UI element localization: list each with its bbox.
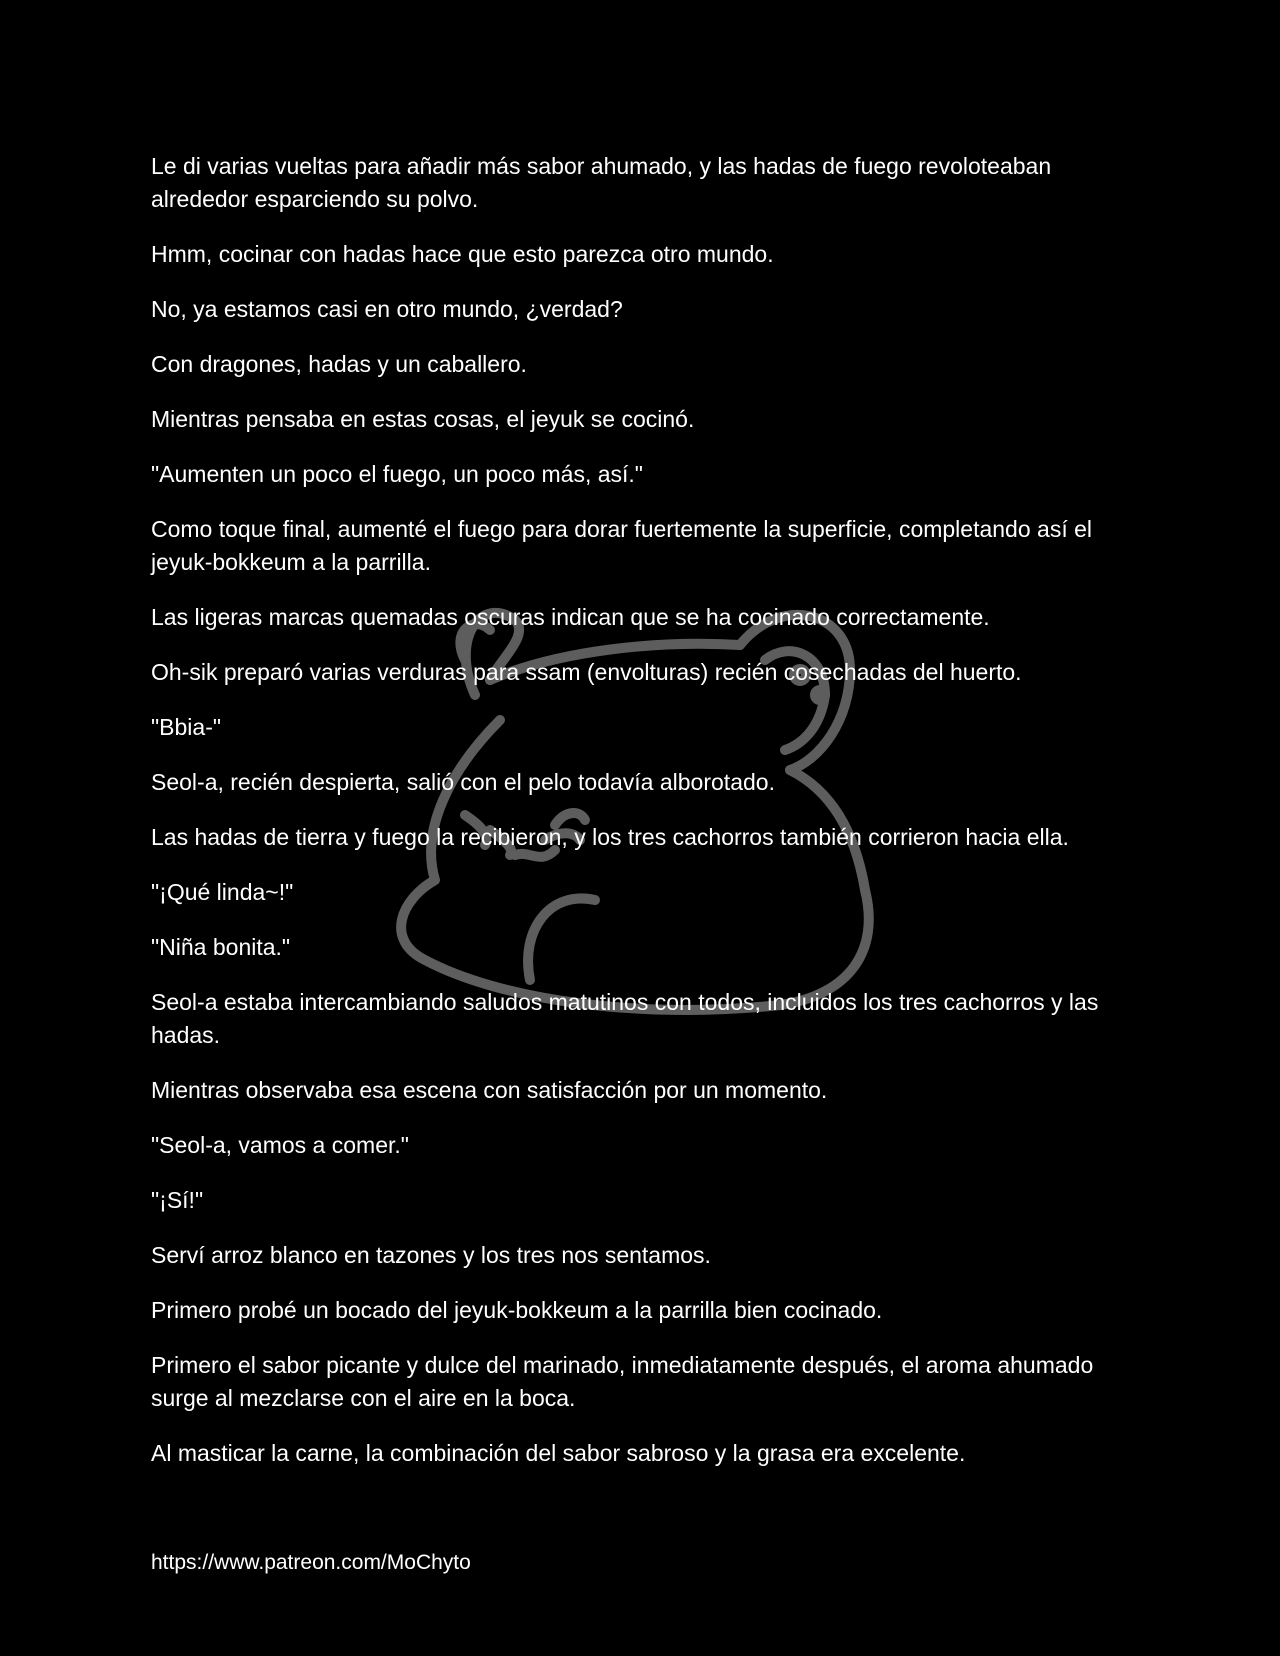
story-paragraph: Mientras pensaba en estas cosas, el jeyuk se cocinó. — [151, 406, 695, 432]
story-paragraph: Seol-a estaba intercambiando saludos matutinos con todos, incluidos los tres cachorros y las hadas. — [151, 989, 1099, 1048]
story-paragraph: Primero el sabor picante y dulce del marinado, inmediatamente después, el aroma ahumado surge al mezclarse con el aire en la boca. — [151, 1352, 1094, 1411]
story-paragraph: Las hadas de tierra y fuego la recibieron, y los tres cachorros también corrieron hacia ella. — [151, 824, 1069, 850]
story-paragraph: Hmm, cocinar con hadas hace que esto parezca otro mundo. — [151, 241, 774, 267]
story-paragraph: "Aumenten un poco el fuego, un poco más, así." — [151, 461, 643, 487]
story-paragraph: Mientras observaba esa escena con satisfacción por un momento. — [151, 1077, 828, 1103]
story-paragraph: "¡Sí!" — [151, 1187, 204, 1213]
story-paragraph: Serví arroz blanco en tazones y los tres nos sentamos. — [151, 1242, 711, 1268]
story-paragraph: Las ligeras marcas quemadas oscuras indican que se ha cocinado correctamente. — [151, 604, 990, 630]
story-paragraph: "Seol-a, vamos a comer." — [151, 1132, 409, 1158]
story-paragraph: Primero probé un bocado del jeyuk-bokkeum a la parrilla bien cocinado. — [151, 1297, 883, 1323]
story-paragraph: Seol-a, recién despierta, salió con el pelo todavía alborotado. — [151, 769, 775, 795]
story-paragraph: Con dragones, hadas y un caballero. — [151, 351, 527, 377]
story-paragraph: No, ya estamos casi en otro mundo, ¿verdad? — [151, 296, 623, 322]
story-paragraph: Como toque final, aumenté el fuego para dorar fuertemente la superficie, completando así el jeyuk-bokkeum a la parrilla. — [151, 516, 1093, 575]
story-paragraph: Le di varias vueltas para añadir más sabor ahumado, y las hadas de fuego revoloteaban alrededor esparciendo su polvo. — [151, 153, 1052, 212]
story-paragraph: "¡Qué linda~!" — [151, 879, 294, 905]
story-paragraph: "Bbia-" — [151, 714, 222, 740]
story-paragraph: "Niña bonita." — [151, 934, 291, 960]
story-paragraph: Al masticar la carne, la combinación del sabor sabroso y la grasa era excelente. — [151, 1440, 966, 1466]
patreon-link[interactable]: https://www.patreon.com/MoChyto — [151, 1551, 471, 1574]
story-text-column — [151, 150, 1151, 1492]
story-paragraph: Oh-sik preparó varias verduras para ssam (envolturas) recién cosechadas del huerto. — [151, 659, 1022, 685]
